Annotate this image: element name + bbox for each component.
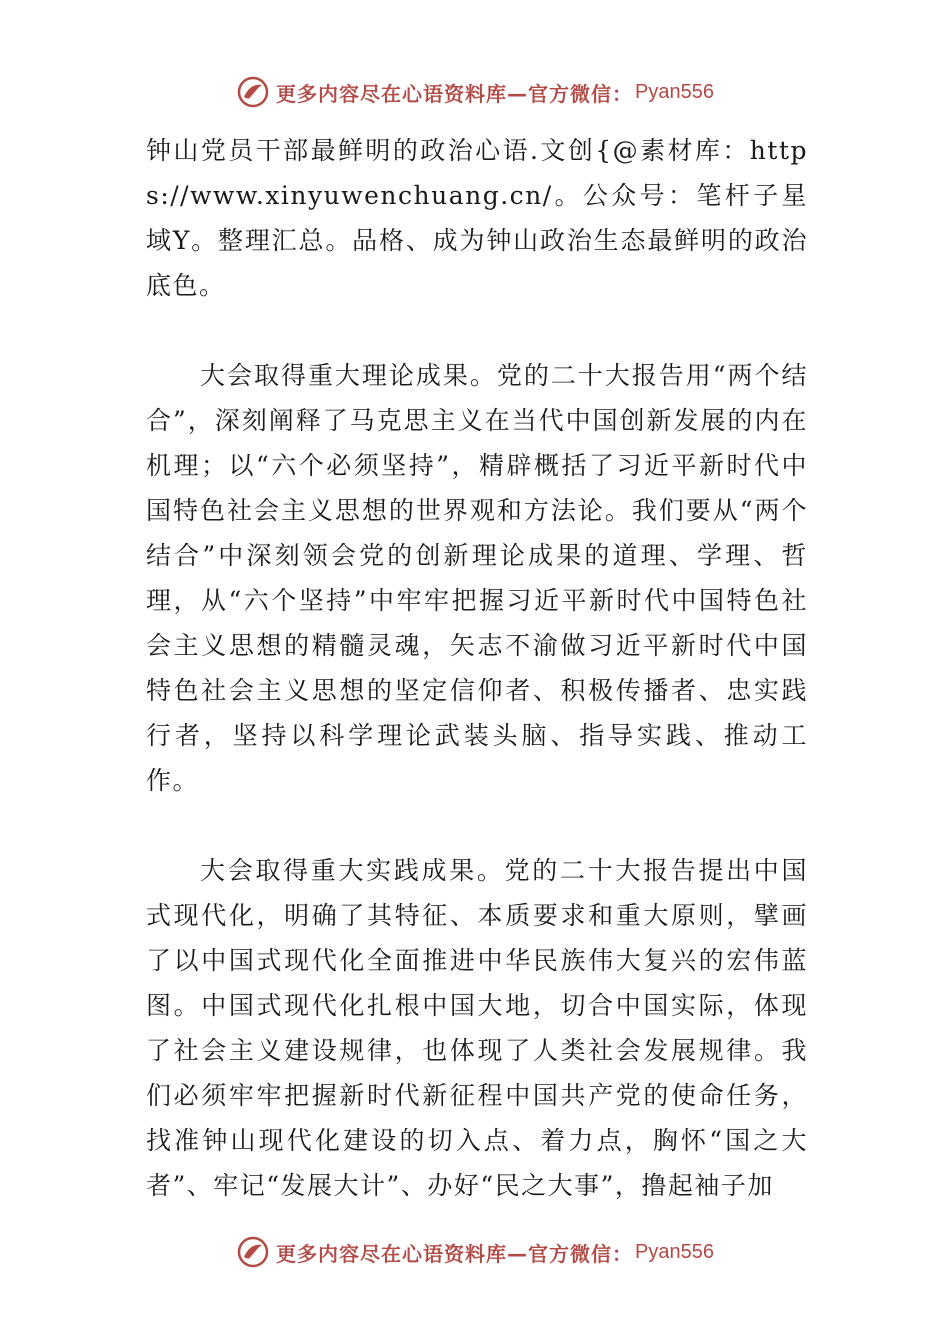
paragraph-intro: 钟山党员干部最鲜明的政治心语.文创{@素材库：https://www.xinyuwenchuang.cn/。公众号：笔杆子星域Y。整理汇总。品格、成为钟山政治生态最鲜明的政治底色。 [146, 136, 808, 300]
banner-text: 更多内容尽在心语资料库—官方微信： [276, 1241, 634, 1266]
paragraph-gap [146, 308, 808, 353]
paragraph-practice: 大会取得重大实践成果。党的二十大报告提出中国式现代化，明确了其特征、本质要求和重大原则，擘画了以中国式现代化全面推进中华民族伟大复兴的宏伟蓝图。中国式现代化扎根中国大地，切合中国实际，体现了社会主义建设规律，也体现了人类社会发展规律。我们必须牢牢把握新时代新征程中国共产党的使命任务，找准钟山现代化建设的切入点、着力点，胸怀“国之大者”、牢记“发展大计”、办好“民之大事”，撸起袖子加 [146, 856, 808, 1200]
banner-wechat-handle: Pyan556 [635, 80, 714, 103]
logo-icon [236, 75, 270, 109]
footer-banner [0, 1230, 950, 1274]
header-banner [0, 70, 950, 114]
paragraph-gap [146, 803, 808, 848]
paragraph-theory: 大会取得重大理论成果。党的二十大报告用“两个结合”，深刻阐释了马克思主义在当代中国创新发展的内在机理；以“六个必须坚持”，精辟概括了习近平新时代中国特色社会主义思想的世界观和方法论。我们要从“两个结合”中深刻领会党的创新理论成果的道理、学理、哲理，从“六个坚持”中牢牢把握习近平新时代中国特色社会主义思想的精髓灵魂，矢志不渝做习近平新时代中国特色社会主义思想的坚定信仰者、积极传播者、忠实践行者，坚持以科学理论武装头脑、指导实践、推动工作。 [146, 361, 808, 795]
banner-text: 更多内容尽在心语资料库—官方微信： [276, 81, 634, 106]
banner-wechat-handle: Pyan556 [635, 1240, 714, 1263]
document-body [146, 128, 808, 1208]
logo-icon [236, 1235, 270, 1269]
